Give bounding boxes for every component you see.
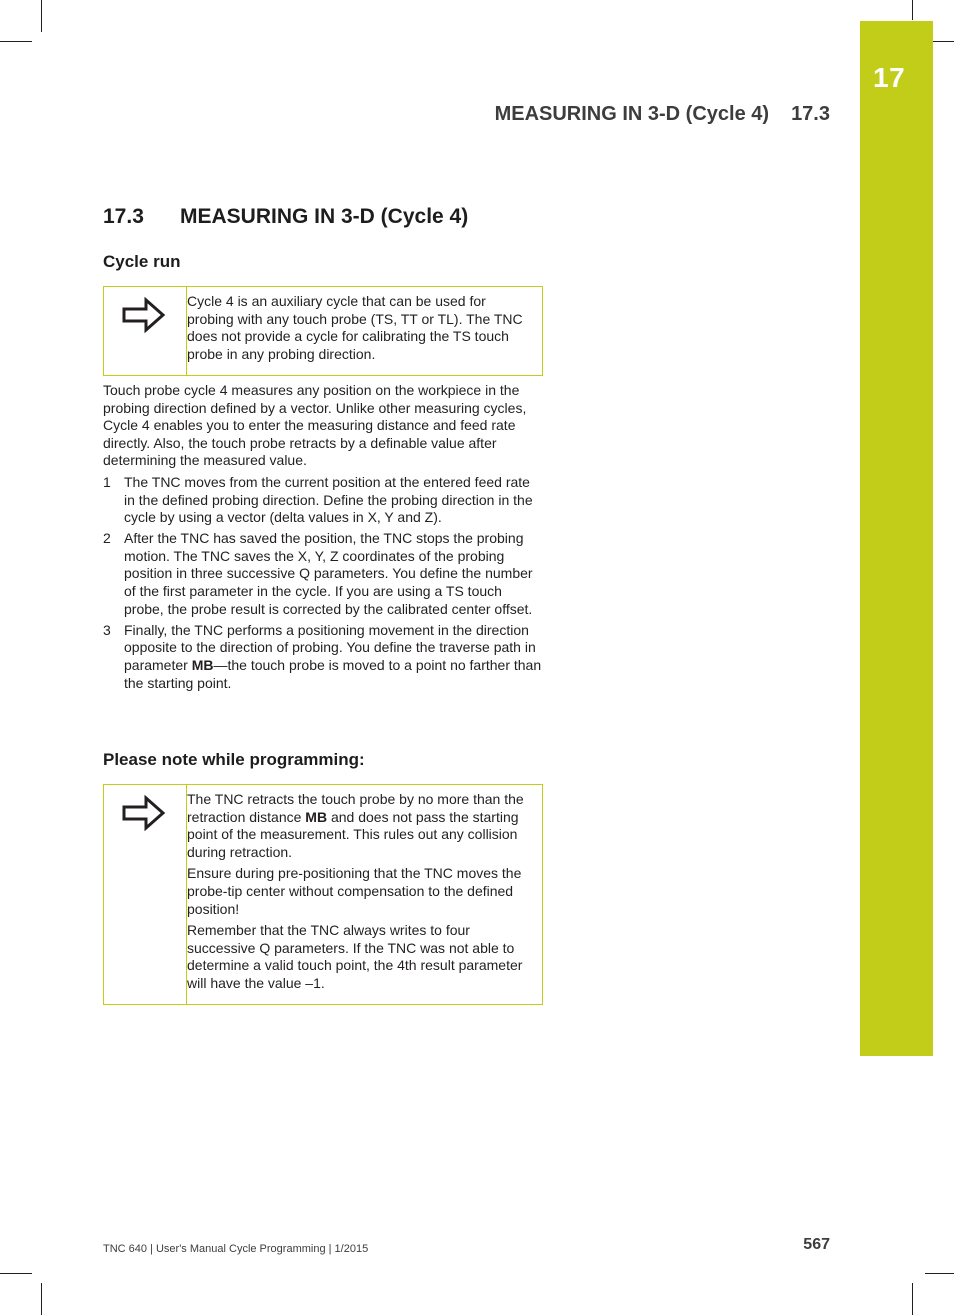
crop-mark [41,0,42,32]
programming-notes-heading: Please note while programming: [103,750,365,769]
parameter-mb: MB [305,808,328,825]
running-head-title: MEASURING IN 3-D (Cycle 4) [494,103,770,125]
note-paragraph [187,791,534,861]
step-text [124,622,543,692]
step-number: 3 [103,621,111,638]
programming-notes-box [103,784,543,1005]
step-text-start: Finally, the TNC performs a positioning movement in the direction opposite to the direction of probing. You define the traverse path in parameter [124,621,536,673]
step-text: After the TNC has saved the position, the TNC stops the probing motion. The TNC saves the X, Y, Z coordinates of the probing position in three successive Q parameters. You define the number of the first parameter in the cycle. If you are using a TS touch probe, the probe result is corrected by the calibrated center offset. [124,530,533,617]
step-text: The TNC moves from the current position at the entered feed rate in the defined probing direction. Define the probing direction in the cycle by using a vector (delta values in X, Y and Z). [124,473,533,526]
parameter-mb: MB [191,656,214,673]
note-paragraph: Cycle 4 is an auxiliary cycle that can be used for probing with any touch probe (TS, TT or TL). The TNC does not provide a cycle for calibrating the TS touch probe in any probing direction. [187,293,523,362]
cycle-run-heading: Cycle run [103,252,181,271]
crop-mark [912,1283,913,1315]
list-item [103,622,543,692]
right-arrow-icon [122,795,166,831]
step-number: 2 [103,530,111,547]
footer-text: TNC 640 | User's Manual Cycle Programming | 1/2015 [103,1243,369,1255]
chapter-tab [860,21,933,1056]
crop-mark [41,1283,42,1315]
note-divider [186,785,187,1004]
steps-list [103,474,543,692]
section-title [103,205,468,229]
intro-paragraph: Touch probe cycle 4 measures any position on the workpiece in the probing direction defined by a vector. Unlike other measuring cycles, Cycle 4 enables you to enter the measuring distance and feed rate directly. Also, the touch probe retracts by a definable value after determining the measured value. [103,382,527,469]
note-text [187,287,542,371]
cycle-run-body [103,382,543,696]
note-text [187,785,542,1001]
right-arrow-icon [122,297,166,333]
crop-mark [925,1273,954,1274]
crop-mark [912,0,913,20]
running-head-section: 17.3 [791,103,830,125]
note-text-end: and does not pass the starting point of the measurement. This rules out any collision during retraction. [187,808,519,860]
list-item [103,530,543,618]
crop-mark [0,1273,32,1274]
chapter-number: 17 [873,62,906,93]
cycle-run-note [103,286,543,376]
step-number: 1 [103,473,111,490]
section-number: 17.3 [103,205,144,228]
note-text-start: The TNC retracts the touch probe by no more than the retraction distance [187,791,524,825]
page-number: 567 [803,1236,830,1253]
note-divider [186,287,187,375]
crop-mark [0,41,32,42]
running-head [495,103,830,126]
section-heading: MEASURING IN 3-D (Cycle 4) [180,205,469,228]
note-paragraph: Remember that the TNC always writes to four successive Q parameters. If the TNC was not able to determine a valid touch point, the 4th result parameter will have the value –1. [187,922,523,991]
list-item [103,474,543,527]
step-text-end: —the touch probe is moved to a point no farther than the starting point. [124,656,542,691]
note-paragraph: Ensure during pre-positioning that the TNC moves the probe-tip center without compensation to the defined position! [187,865,522,917]
